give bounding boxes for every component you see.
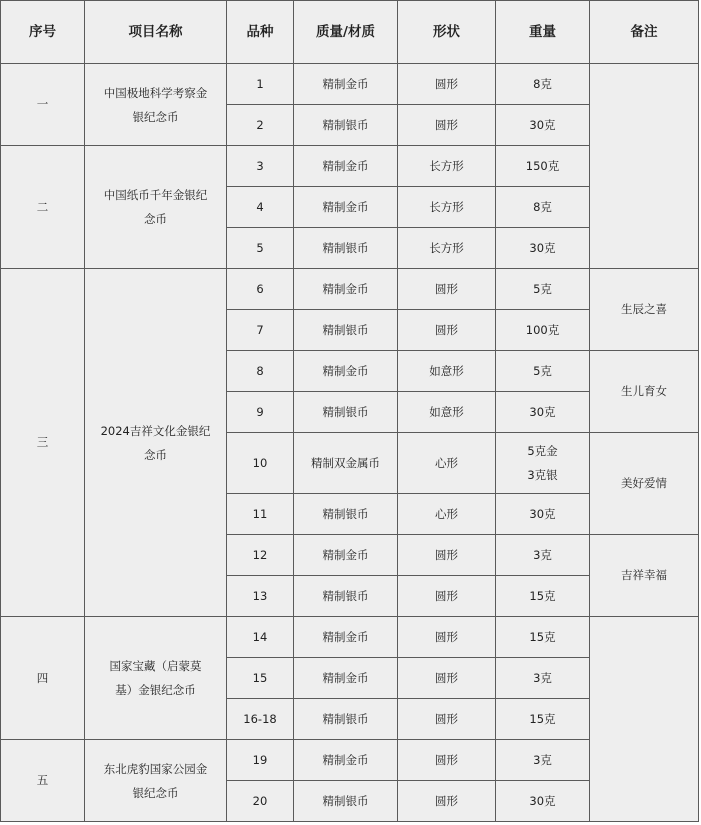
notes-cell: 生辰之喜	[590, 269, 699, 351]
shape-cell: 长方形	[398, 228, 496, 269]
material-cell: 精制银币	[294, 699, 398, 740]
shape-cell: 圆形	[398, 617, 496, 658]
variety-cell: 11	[227, 494, 294, 535]
material-cell: 精制金币	[294, 64, 398, 105]
weight-cell: 8克	[496, 187, 590, 228]
variety-cell: 6	[227, 269, 294, 310]
shape-cell: 圆形	[398, 105, 496, 146]
variety-cell: 7	[227, 310, 294, 351]
weight-cell: 15克	[496, 576, 590, 617]
material-cell: 精制双金属币	[294, 433, 398, 494]
variety-cell: 16-18	[227, 699, 294, 740]
notes-cell-empty	[590, 617, 699, 822]
header-shape: 形状	[398, 1, 496, 64]
notes-cell: 吉祥幸福	[590, 535, 699, 617]
variety-cell: 12	[227, 535, 294, 576]
group-seq: 三	[1, 269, 85, 617]
header-notes: 备注	[590, 1, 699, 64]
weight-cell: 15克	[496, 617, 590, 658]
shape-cell: 如意形	[398, 351, 496, 392]
weight-cell: 30克	[496, 781, 590, 822]
variety-cell: 10	[227, 433, 294, 494]
variety-cell: 20	[227, 781, 294, 822]
material-cell: 精制银币	[294, 494, 398, 535]
shape-cell: 长方形	[398, 146, 496, 187]
weight-cell: 15克	[496, 699, 590, 740]
weight-cell: 3克	[496, 535, 590, 576]
weight-cell: 5克	[496, 351, 590, 392]
material-cell: 精制金币	[294, 351, 398, 392]
group-name: 中国纸币千年金银纪 念币	[85, 146, 227, 269]
weight-cell: 150克	[496, 146, 590, 187]
header-material: 质量/材质	[294, 1, 398, 64]
header-row	[1, 1, 699, 64]
shape-cell: 圆形	[398, 269, 496, 310]
notes-cell-empty	[590, 64, 699, 269]
material-cell: 精制金币	[294, 617, 398, 658]
variety-cell: 13	[227, 576, 294, 617]
material-cell: 精制银币	[294, 310, 398, 351]
material-cell: 精制金币	[294, 269, 398, 310]
shape-cell: 圆形	[398, 576, 496, 617]
shape-cell: 圆形	[398, 781, 496, 822]
material-cell: 精制金币	[294, 535, 398, 576]
shape-cell: 心形	[398, 433, 496, 494]
shape-cell: 圆形	[398, 310, 496, 351]
shape-cell: 心形	[398, 494, 496, 535]
variety-cell: 1	[227, 64, 294, 105]
variety-cell: 4	[227, 187, 294, 228]
shape-cell: 圆形	[398, 740, 496, 781]
notes-cell: 美好爱情	[590, 433, 699, 535]
table-row	[1, 269, 699, 310]
variety-cell: 14	[227, 617, 294, 658]
material-cell: 精制银币	[294, 228, 398, 269]
weight-cell: 3克	[496, 740, 590, 781]
group-name: 中国极地科学考察金 银纪念币	[85, 64, 227, 146]
variety-cell: 8	[227, 351, 294, 392]
weight-cell: 30克	[496, 392, 590, 433]
shape-cell: 长方形	[398, 187, 496, 228]
material-cell: 精制银币	[294, 105, 398, 146]
group-seq: 二	[1, 146, 85, 269]
group-name: 东北虎豹国家公园金 银纪念币	[85, 740, 227, 822]
shape-cell: 圆形	[398, 64, 496, 105]
weight-cell: 5克金 3克银	[496, 433, 590, 494]
notes-cell: 生儿育女	[590, 351, 699, 433]
weight-cell: 30克	[496, 494, 590, 535]
weight-cell: 5克	[496, 269, 590, 310]
header-weight: 重量	[496, 1, 590, 64]
weight-cell: 30克	[496, 228, 590, 269]
shape-cell: 圆形	[398, 535, 496, 576]
material-cell: 精制银币	[294, 781, 398, 822]
weight-cell: 30克	[496, 105, 590, 146]
variety-cell: 9	[227, 392, 294, 433]
header-project-name: 项目名称	[85, 1, 227, 64]
group-seq: 五	[1, 740, 85, 822]
group-name: 国家宝藏（启蒙莫 基）金银纪念币	[85, 617, 227, 740]
material-cell: 精制金币	[294, 187, 398, 228]
variety-cell: 3	[227, 146, 294, 187]
shape-cell: 圆形	[398, 658, 496, 699]
group-seq: 四	[1, 617, 85, 740]
material-cell: 精制金币	[294, 146, 398, 187]
variety-cell: 15	[227, 658, 294, 699]
group-name: 2024吉祥文化金银纪 念币	[85, 269, 227, 617]
table-row	[1, 617, 699, 658]
material-cell: 精制金币	[294, 740, 398, 781]
group-seq: 一	[1, 64, 85, 146]
shape-cell: 如意形	[398, 392, 496, 433]
material-cell: 精制金币	[294, 658, 398, 699]
material-cell: 精制银币	[294, 392, 398, 433]
weight-cell: 8克	[496, 64, 590, 105]
table-row	[1, 64, 699, 105]
variety-cell: 5	[227, 228, 294, 269]
variety-cell: 19	[227, 740, 294, 781]
shape-cell: 圆形	[398, 699, 496, 740]
material-cell: 精制银币	[294, 576, 398, 617]
weight-cell: 3克	[496, 658, 590, 699]
weight-cell: 100克	[496, 310, 590, 351]
header-variety: 品种	[227, 1, 294, 64]
variety-cell: 2	[227, 105, 294, 146]
header-seq: 序号	[1, 1, 85, 64]
